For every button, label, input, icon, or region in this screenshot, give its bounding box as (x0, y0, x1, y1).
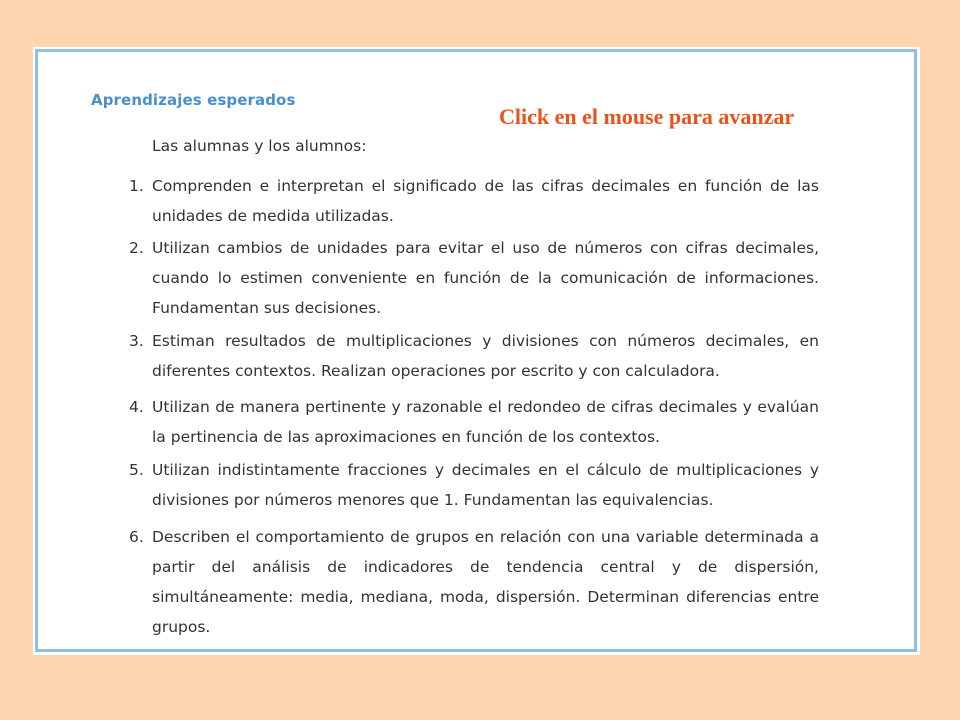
item-text: Estiman resultados de multiplicaciones y divisiones con números decimales, en diferentes contextos. Realizan operaciones por escrito y con calculadora. (152, 332, 819, 380)
item-number: 2. (129, 239, 144, 257)
item-text: Utilizan cambios de unidades para evitar el uso de números con cifras decimales, cuando lo estimen conveniente en función de la comunicación de informaciones. Fundamentan sus decisiones. (152, 239, 819, 317)
item-number: 5. (129, 461, 144, 479)
item-text: Utilizan de manera pertinente y razonable el redondeo de cifras decimales y evalúan la pertinencia de las aproximaciones en función de los contextos. (152, 398, 819, 446)
list-item (129, 326, 819, 386)
item-number: 4. (129, 398, 144, 416)
list-item (129, 392, 819, 452)
list-item (129, 233, 819, 323)
section-title: Aprendizajes esperados (91, 91, 296, 109)
list-item (129, 171, 819, 231)
item-number: 1. (129, 177, 144, 195)
item-text: Comprenden e interpretan el significado de las cifras decimales en función de las unidades de medida utilizadas. (152, 177, 819, 225)
list-item (129, 455, 819, 515)
intro-text: Las alumnas y los alumnos: (152, 137, 367, 155)
item-text: Describen el comportamiento de grupos en relación con una variable determinada a partir del análisis de indicadores de tendencia central y de dispersión, simultáneamente: media, mediana, moda, dispersión. Determinan diferencias entre grupos. (152, 528, 819, 636)
click-to-advance-hint: Click en el mouse para avanzar (499, 104, 795, 129)
slide-frame[interactable] (33, 47, 920, 655)
item-number: 6. (129, 528, 144, 546)
list-item (129, 522, 819, 642)
item-number: 3. (129, 332, 144, 350)
item-text: Utilizan indistintamente fracciones y decimales en el cálculo de multiplicaciones y divisiones por números menores que 1. Fundamentan las equivalencias. (152, 461, 819, 509)
